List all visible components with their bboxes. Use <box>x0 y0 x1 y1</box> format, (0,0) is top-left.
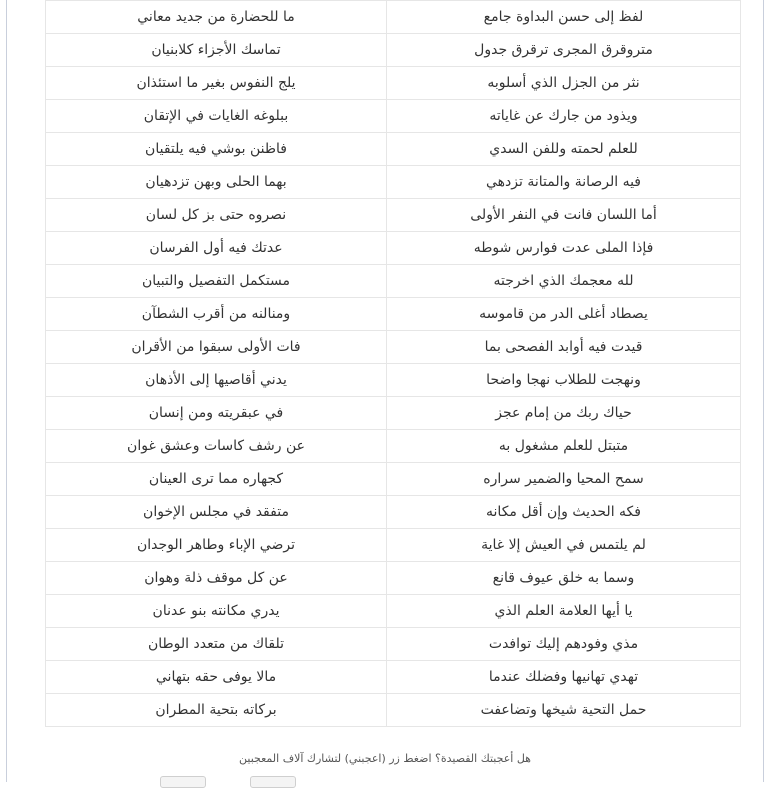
verse-row <box>46 595 741 628</box>
verse-second-hemistich: فات الأولى سبقوا من الأقران <box>46 331 387 364</box>
verse-second-hemistich: يدري مكانته بنو عدنان <box>46 595 387 628</box>
verse-row <box>46 397 741 430</box>
verse-second-hemistich: مالا يوفى حقه بتهاني <box>46 661 387 694</box>
verse-row <box>46 1 741 34</box>
verse-second-hemistich: فاظنن بوشي فيه يلتقيان <box>46 133 387 166</box>
verse-first-hemistich: للعلم لحمته وللفن السدي <box>387 133 741 166</box>
verse-first-hemistich: سمح المحيا والضمير سراره <box>387 463 741 496</box>
like-button[interactable] <box>160 776 206 788</box>
like-prompt: هل أعجبتك القصيدة؟ اضغط زر (اعجبني) لتشارك آلاف المعجبين <box>239 752 531 765</box>
verse-first-hemistich: نثر من الجزل الذي أسلوبه <box>387 67 741 100</box>
verse-first-hemistich: تهدي تهانيها وفضلك عندما <box>387 661 741 694</box>
verse-row <box>46 67 741 100</box>
verse-second-hemistich: عن رشف كاسات وعشق غوان <box>46 430 387 463</box>
verse-first-hemistich: قيدت فيه أوابد الفصحى بما <box>387 331 741 364</box>
verse-first-hemistich: لم يلتمس في العيش إلا غاية <box>387 529 741 562</box>
verse-first-hemistich: فيه الرصانة والمتانة تزدهي <box>387 166 741 199</box>
poem-body <box>46 1 741 727</box>
verse-row <box>46 34 741 67</box>
verse-row <box>46 430 741 463</box>
verse-first-hemistich: لفظ إلى حسن البداوة جامع <box>387 1 741 34</box>
verse-row <box>46 100 741 133</box>
verse-first-hemistich: أما اللسان فانت في النفر الأولى <box>387 199 741 232</box>
verse-second-hemistich: كجهاره مما ترى العينان <box>46 463 387 496</box>
verse-row <box>46 694 741 727</box>
verse-first-hemistich: فإذا الملى عدت فوارس شوطه <box>387 232 741 265</box>
verse-row <box>46 364 741 397</box>
verse-second-hemistich: يدني أقاصيها إلى الأذهان <box>46 364 387 397</box>
verse-second-hemistich: ببلوغه الغايات في الإتقان <box>46 100 387 133</box>
verse-row <box>46 331 741 364</box>
verse-second-hemistich: ما للحضارة من جديد معاني <box>46 1 387 34</box>
verse-row <box>46 562 741 595</box>
verse-row <box>46 166 741 199</box>
verse-second-hemistich: متفقد في مجلس الإخوان <box>46 496 387 529</box>
verse-second-hemistich: عدتك فيه أول الفرسان <box>46 232 387 265</box>
verse-first-hemistich: فكه الحديث وإن أقل مكانه <box>387 496 741 529</box>
verse-row <box>46 496 741 529</box>
verse-second-hemistich: في عبقريته ومن إنسان <box>46 397 387 430</box>
verse-row <box>46 628 741 661</box>
verse-second-hemistich: يلج النفوس بغير ما استئذان <box>46 67 387 100</box>
verse-second-hemistich: نصروه حتى بز كل لسان <box>46 199 387 232</box>
verse-first-hemistich: يصطاد أغلى الدر من قاموسه <box>387 298 741 331</box>
verse-second-hemistich: عن كل موقف ذلة وهوان <box>46 562 387 595</box>
verse-row <box>46 529 741 562</box>
verse-first-hemistich: يا أيها العلامة العلم الذي <box>387 595 741 628</box>
verse-row <box>46 298 741 331</box>
verse-row <box>46 463 741 496</box>
verse-second-hemistich: مستكمل التفصيل والتبيان <box>46 265 387 298</box>
verse-first-hemistich: حياك ربك من إمام عجز <box>387 397 741 430</box>
share-button[interactable] <box>250 776 296 788</box>
verse-second-hemistich: ومنالنه من أقرب الشطآن <box>46 298 387 331</box>
poem-table <box>45 0 741 727</box>
verse-second-hemistich: بركاته بتحية المطران <box>46 694 387 727</box>
verse-row <box>46 661 741 694</box>
verse-first-hemistich: لله معجمك الذي اخرجته <box>387 265 741 298</box>
verse-first-hemistich: مذي وفودهم إليك توافدت <box>387 628 741 661</box>
verse-row <box>46 265 741 298</box>
verse-second-hemistich: ترضي الإباء وطاهر الوجدان <box>46 529 387 562</box>
verse-first-hemistich: حمل التحية شيخها وتضاعفت <box>387 694 741 727</box>
verse-second-hemistich: بهما الحلى وبهن تزدهيان <box>46 166 387 199</box>
verse-first-hemistich: وسما به خلق عيوف قانع <box>387 562 741 595</box>
verse-second-hemistich: تماسك الأجزاء كلابنيان <box>46 34 387 67</box>
verse-first-hemistich: متبتل للعلم مشغول به <box>387 430 741 463</box>
verse-row <box>46 133 741 166</box>
verse-row <box>46 199 741 232</box>
verse-first-hemistich: ونهجت للطلاب نهجا واضحا <box>387 364 741 397</box>
verse-first-hemistich: ويذود من جارك عن غاياته <box>387 100 741 133</box>
verse-first-hemistich: متروقرق المجرى ترقرق جدول <box>387 34 741 67</box>
verse-row <box>46 232 741 265</box>
verse-second-hemistich: تلقاك من متعدد الوطان <box>46 628 387 661</box>
